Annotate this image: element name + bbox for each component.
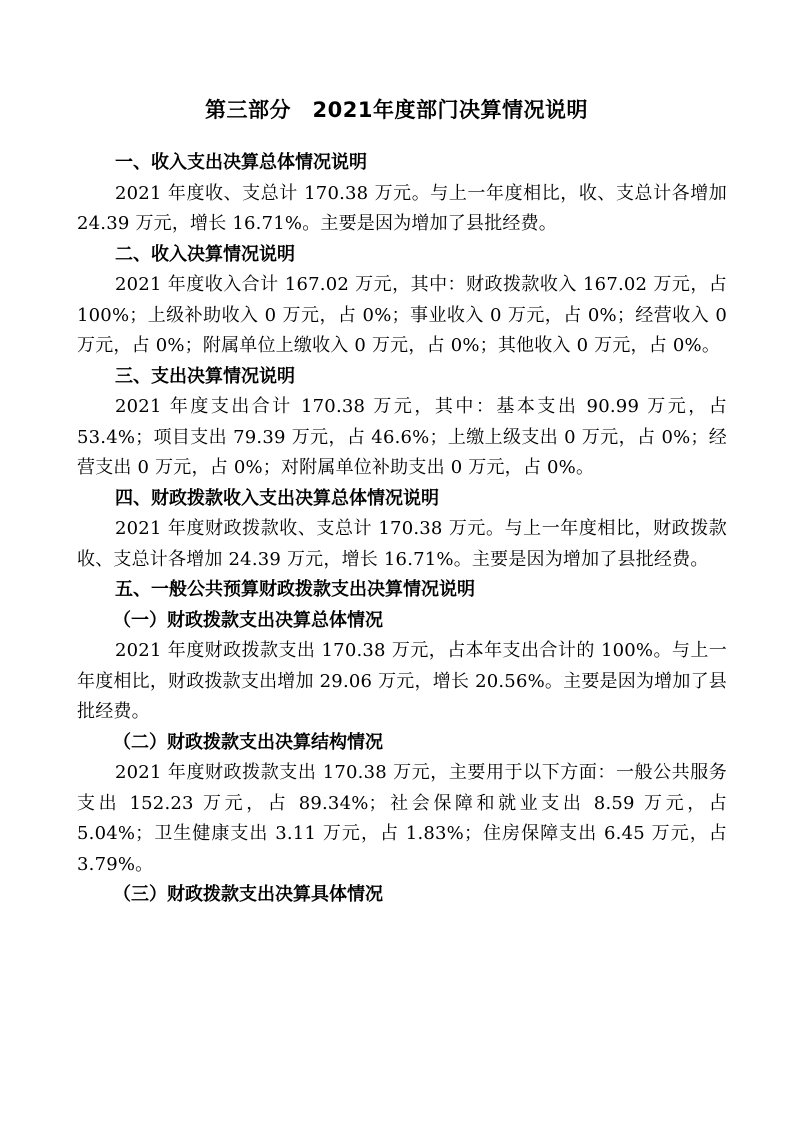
section-heading-expense: 三、支出决算情况说明	[115, 365, 295, 387]
subsection-body-structure: 2021 年度财政拨款支出 170.38 万元，主要用于以下方面：一般公共服务支出 152.23 万元，占 89.34%；社会保障和就业支出 8.59 万元，占 5.04%；卫生健康支出 3.11 万元，占 1.83%；住房保障支出 6.45 万元，占 3.79%。	[77, 762, 727, 875]
page-title: 第三部分 2021年度部门决算情况说明	[205, 98, 588, 122]
section-body-income-expense-overview: 2021 年度收、支总计 170.38 万元。与上一年度相比，收、支总计各增加 24.39 万元，增长 16.71%。主要是因为增加了县批经费。	[77, 182, 727, 234]
section-heading-fiscal-overview: 四、财政拨款收入支出决算总体情况说明	[115, 487, 439, 509]
subsection-heading-structure: （二）财政拨款支出决算结构情况	[113, 731, 383, 753]
subsection-heading-details: （三）财政拨款支出决算具体情况	[113, 884, 383, 905]
section-body-income: 2021 年度收入合计 167.02 万元，其中：财政拨款收入 167.02 万元，占 100%；上级补助收入 0 万元，占 0%；事业收入 0 万元，占 0%；经营收入 0 万元，占 0%；附属单位上缴收入 0 万元，占 0%；其他收入 0 万元，占 0%。	[77, 274, 727, 356]
subsection-heading-overall: （一）财政拨款支出决算总体情况	[113, 609, 383, 631]
document-body	[77, 148, 727, 911]
subsection-body-overall: 2021 年度财政拨款支出 170.38 万元，占本年支出合计的 100%。与上一年度相比，财政拨款支出增加 29.06 万元，增长 20.56%。主要是因为增加了县批经费。	[77, 640, 727, 722]
section-body-expense: 2021 年度支出合计 170.38 万元，其中：基本支出 90.99 万元，占 53.4%；项目支出 79.39 万元，占 46.6%；上缴上级支出 0 万元，占 0%；经营支出 0 万元，占 0%；对附属单位补助支出 0 万元，占 0%。	[77, 396, 727, 478]
section-heading-general-budget: 五、一般公共预算财政拨款支出决算情况说明	[115, 579, 475, 600]
section-heading-income-expense-overview: 一、收入支出决算总体情况说明	[115, 152, 367, 173]
section-heading-income: 二、收入决算情况说明	[115, 243, 295, 265]
section-body-fiscal-overview: 2021 年度财政拨款收、支总计 170.38 万元。与上一年度相比，财政拨款收、支总计各增加 24.39 万元，增长 16.71%。主要是因为增加了县批经费。	[77, 518, 727, 570]
